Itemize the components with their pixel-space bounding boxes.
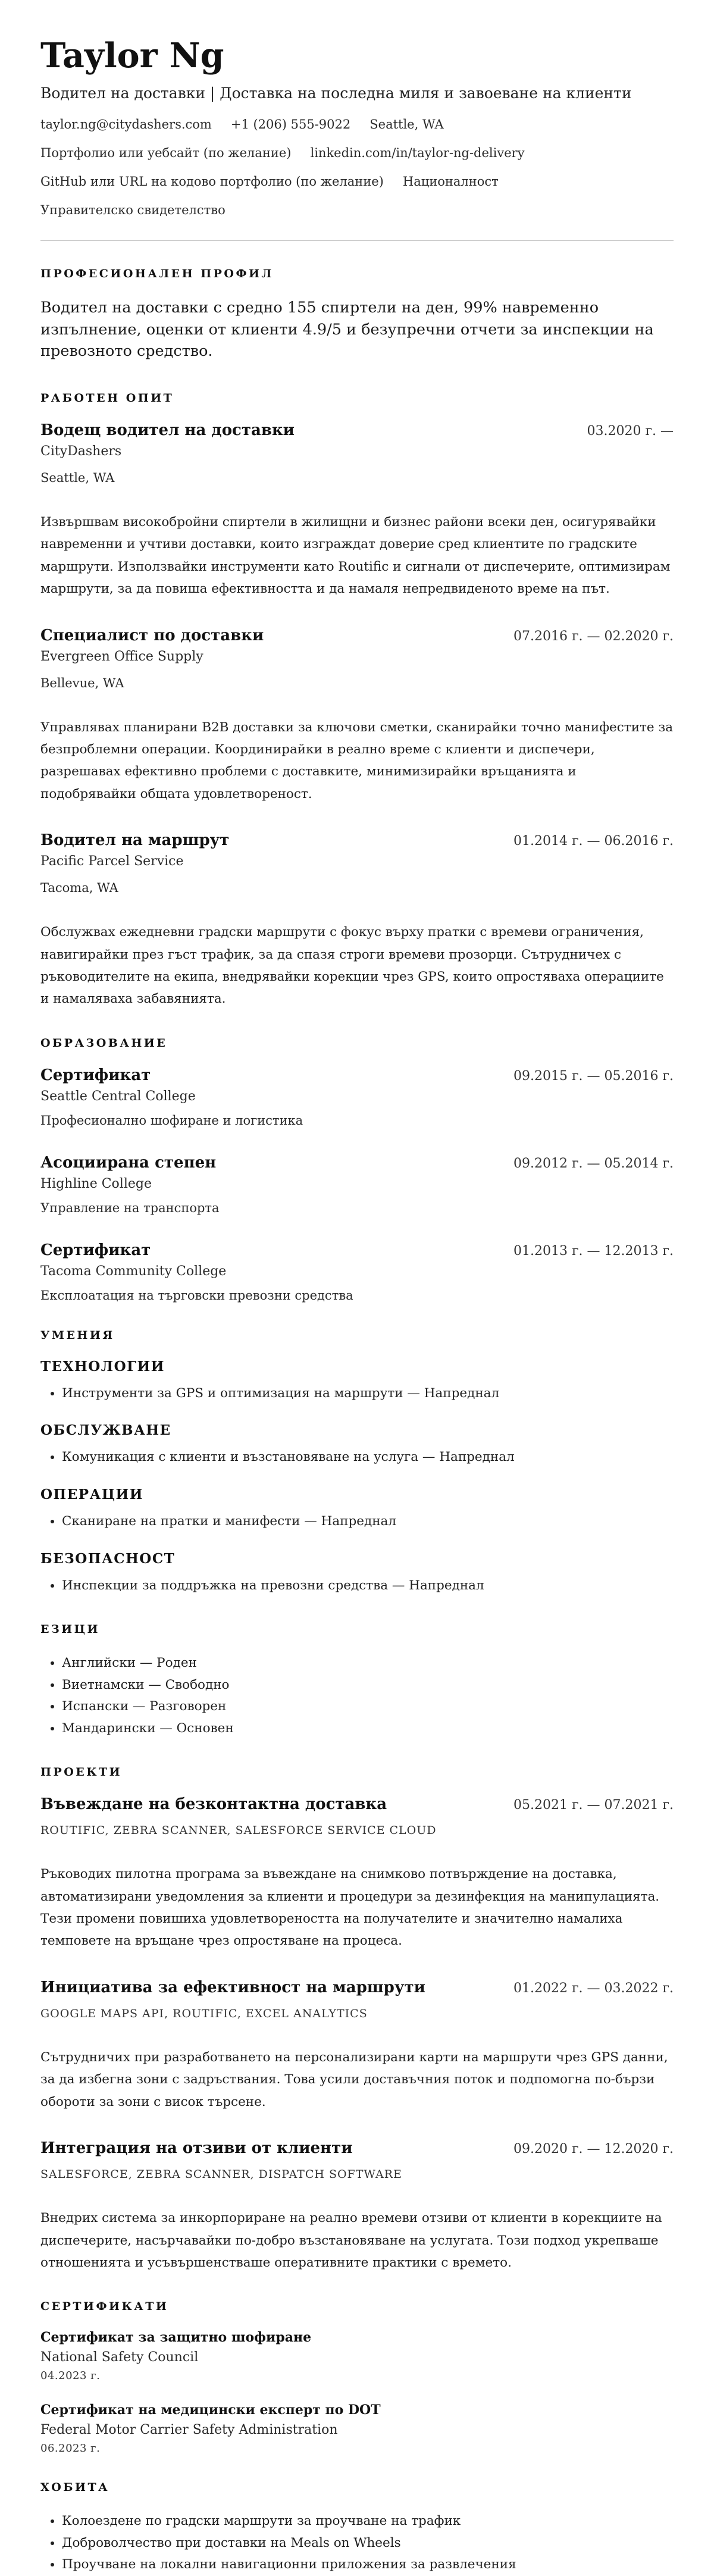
education-dates: 01.2013 г. — 12.2013 г.: [513, 1243, 674, 1259]
summary-section: [40, 267, 674, 362]
school: Tacoma Community College: [40, 1263, 227, 1279]
section-title: СЕРТИФИКАТИ: [40, 2300, 169, 2314]
nationality: Националност: [402, 174, 499, 189]
degree: Сертификат: [40, 1241, 151, 1259]
section-title: ЕЗИЦИ: [40, 1623, 100, 1636]
section-title: ПРОЕКТИ: [40, 1766, 123, 1779]
company: CityDashers: [40, 444, 122, 459]
project-tech: GOOGLE MAPS API, ROUTIFIC, EXCEL ANALYTICS: [40, 2007, 368, 2020]
project-description: Ръководих пилотна програма за въвеждане на снимково потвърждение на доставка, автоматизирани уведомления за клиенти и процедури за дезинфекция на манипулацията. Тези промени повишиха удовлетвореността на получателите и значително намалиха темповете на връщане чрез опростяване на процеса.: [40, 1867, 660, 1949]
list-item: • Доброволчество при доставки на Meals on Wheels: [62, 2533, 674, 2555]
skill-category: ТЕХНОЛОГИИ: [40, 1358, 165, 1375]
section-title: УМЕНИЯ: [40, 1328, 115, 1342]
section-title: ПРОФЕСИОНАЛЕН ПРОФИЛ: [40, 267, 274, 281]
hobby-list: [40, 2511, 674, 2576]
list-item: • Испански — Разговорен: [62, 1696, 674, 1718]
skill-list: [40, 1447, 674, 1469]
project-description: Сътрудничих при разработването на персонализирани карти на маршрути чрез GPS данни, за да избегна зони с задръствания. Това усили доставъчния поток и подпомогна по-бързи обороти за зони с висок търсене.: [40, 2049, 668, 2109]
field-of-study: Експлоатация на търговски превозни средства: [40, 1288, 353, 1303]
skill-category: ОБСЛУЖВАНЕ: [40, 1422, 171, 1439]
field-of-study: Управление на транспорта: [40, 1200, 220, 1215]
skill-list: [40, 1575, 674, 1597]
certification-item: [40, 2402, 674, 2455]
project-dates: 09.2020 г. — 12.2020 г.: [513, 2142, 674, 2157]
summary-text: Водител на доставки с средно 155 спиртели на ден, 99% навременно изпълнение, оценки от клиенти 4.9/5 и безупречни отчети за инспекции на превозното средство.: [40, 299, 654, 360]
education-section: [40, 1037, 674, 1303]
email-link[interactable]: taylor.ng@citydashers.com: [40, 117, 212, 132]
education-item: [40, 1066, 674, 1128]
extra-row: [40, 174, 674, 189]
certification-name: Сертификат на медицински експерт по DOT: [40, 2402, 381, 2418]
project-item: [40, 1795, 674, 1952]
certification-date: 04.2023 г.: [40, 2370, 101, 2383]
project-item: [40, 2139, 674, 2274]
skill-list: [40, 1383, 674, 1405]
certification-name: Сертификат за защитно шофиране: [40, 2330, 312, 2346]
hobbies-section: [40, 2481, 674, 2576]
list-item: • Английски — Роден: [62, 1652, 674, 1674]
list-item: • Инструменти за GPS и оптимизация на маршрути — Напреднал: [62, 1383, 674, 1405]
project-name: Инициатива за ефективност на маршрути: [40, 1978, 425, 1996]
job-location: Bellevue, WA: [40, 675, 124, 690]
field-of-study: Професионално шофиране и логистика: [40, 1113, 303, 1128]
certification-issuer: National Safety Council: [40, 2350, 199, 2365]
projects-section: [40, 1766, 674, 2274]
degree: Асоциирана степен: [40, 1153, 217, 1172]
project-description: Внедрих система за инкорпориране на реално времеви отзиви от клиенти в корекциите на диспечерите, насърчавайки по-добро възстановяване на услугата. Този подход укрепваше отношенията и усъвършенстваше оперативните практики с времето.: [40, 2211, 662, 2270]
skill-category: БЕЗОПАСНОСТ: [40, 1550, 176, 1567]
job-location: Seattle, WA: [40, 471, 115, 485]
education-dates: 09.2015 г. — 05.2016 г.: [513, 1068, 674, 1084]
education-dates: 09.2012 г. — 05.2014 г.: [513, 1156, 674, 1171]
list-item: • Мандарински — Основен: [62, 1718, 674, 1740]
job-dates: 03.2020 г. —: [587, 424, 674, 439]
linkedin-link[interactable]: linkedin.com/in/taylor-ng-delivery: [310, 146, 525, 161]
job-description: Обслужвах ежедневни градски маршрути с фокус върху пратки с времеви ограничения, навигирайки през гъст трафик, за да спазя строги времеви прозорци. Сътрудничех с ръководителите на екипа, внедрявайки корекции чрез GPS, които опростяваха операциите и намаляваха забавянията.: [40, 925, 664, 1007]
project-tech: SALESFORCE, ZEBRA SCANNER, DISPATCH SOFTWARE: [40, 2168, 402, 2181]
project-tech: ROUTIFIC, ZEBRA SCANNER, SALESFORCE SERVICE CLOUD: [40, 1824, 437, 1838]
job-location: Tacoma, WA: [40, 881, 118, 896]
phone-number[interactable]: +1 (206) 555-9022: [230, 117, 351, 132]
contact-row: [40, 117, 674, 132]
company: Pacific Parcel Service: [40, 854, 184, 869]
list-item: • Сканиране на пратки и манифести — Напреднал: [62, 1511, 674, 1533]
certifications-section: [40, 2300, 674, 2455]
project-name: Въвеждане на безконтактна доставка: [40, 1795, 387, 1814]
certification-date: 06.2023 г.: [40, 2442, 101, 2455]
location: Seattle, WA: [369, 117, 444, 132]
languages-section: [40, 1623, 674, 1739]
education-item: [40, 1241, 674, 1303]
job-description: Извършвам високобройни спиртели в жилищни и бизнес райони всеки ден, осигурявайки навременни и учтиви доставки, които изграждат доверие сред клиентите по градските маршрути. Използвайки инструменти като Routific и сигнали от диспечерите, оптимизирам маршрути, за да повиша ефективността и да намаля непредвиденото време на път.: [40, 515, 671, 597]
job-dates: 07.2016 г. — 02.2020 г.: [513, 628, 674, 644]
github-link[interactable]: GitHub или URL на кодово портфолио (по желание): [40, 174, 384, 189]
project-dates: 05.2021 г. — 07.2021 г.: [513, 1798, 674, 1813]
certification-item: [40, 2330, 674, 2382]
list-item: • Проучване на локални навигационни приложения за развлечения: [62, 2554, 674, 2576]
links-row: [40, 146, 674, 160]
degree: Сертификат: [40, 1066, 151, 1084]
experience-item: [40, 627, 674, 806]
list-item: • Инспекции за поддръжка на превозни средства — Напреднал: [62, 1575, 674, 1597]
driver-license: Управителско свидетелство: [40, 203, 226, 218]
school: Highline College: [40, 1176, 152, 1191]
job-description: Управлявах планирани B2B доставки за ключови сметки, сканирайки точно манифестите за безпроблемни операции. Координирайки в реално време с клиенти и диспечери, разрешавах ефективно проблеми с доставките, минимизирайки връщанията и подобрявайки общата удовлетвореност.: [40, 719, 674, 802]
experience-item: [40, 421, 674, 600]
portfolio-link[interactable]: Портфолио или уебсайт (по желание): [40, 146, 292, 161]
license-row: [40, 203, 674, 217]
job-title: Водещ водител на доставки: [40, 421, 295, 439]
project-dates: 01.2022 г. — 03.2022 г.: [513, 1980, 674, 1996]
job-title: Специалист по доставки: [40, 626, 264, 644]
section-title: ХОБИТА: [40, 2481, 110, 2494]
job-title: Водител на маршрут: [40, 831, 230, 850]
certification-issuer: Federal Motor Carrier Safety Administration: [40, 2422, 338, 2438]
candidate-name: Taylor Ng: [40, 36, 224, 76]
skill-list: [40, 1511, 674, 1533]
experience-section: [40, 392, 674, 1010]
header-divider: [40, 240, 674, 241]
education-item: [40, 1154, 674, 1215]
headline: Водител на доставки | Доставка на последна миля и завоеване на клиенти: [40, 84, 632, 102]
language-list: [40, 1652, 674, 1739]
skills-section: [40, 1329, 674, 1597]
skill-category: ОПЕРАЦИИ: [40, 1486, 143, 1503]
project-item: [40, 1979, 674, 2113]
list-item: • Колоездене по градски маршрути за проучване на трафик: [62, 2511, 674, 2533]
experience-item: [40, 831, 674, 1010]
project-name: Интеграция на отзиви от клиенти: [40, 2139, 353, 2158]
school: Seattle Central College: [40, 1088, 196, 1104]
list-item: • Комуникация с клиенти и възстановяване на услуга — Напреднал: [62, 1447, 674, 1469]
job-dates: 01.2014 г. — 06.2016 г.: [513, 834, 674, 849]
section-title: РАБОТЕН ОПИТ: [40, 392, 174, 405]
list-item: • Виетнамски — Свободно: [62, 1674, 674, 1697]
company: Evergreen Office Supply: [40, 649, 203, 664]
section-title: ОБРАЗОВАНИЕ: [40, 1036, 168, 1050]
